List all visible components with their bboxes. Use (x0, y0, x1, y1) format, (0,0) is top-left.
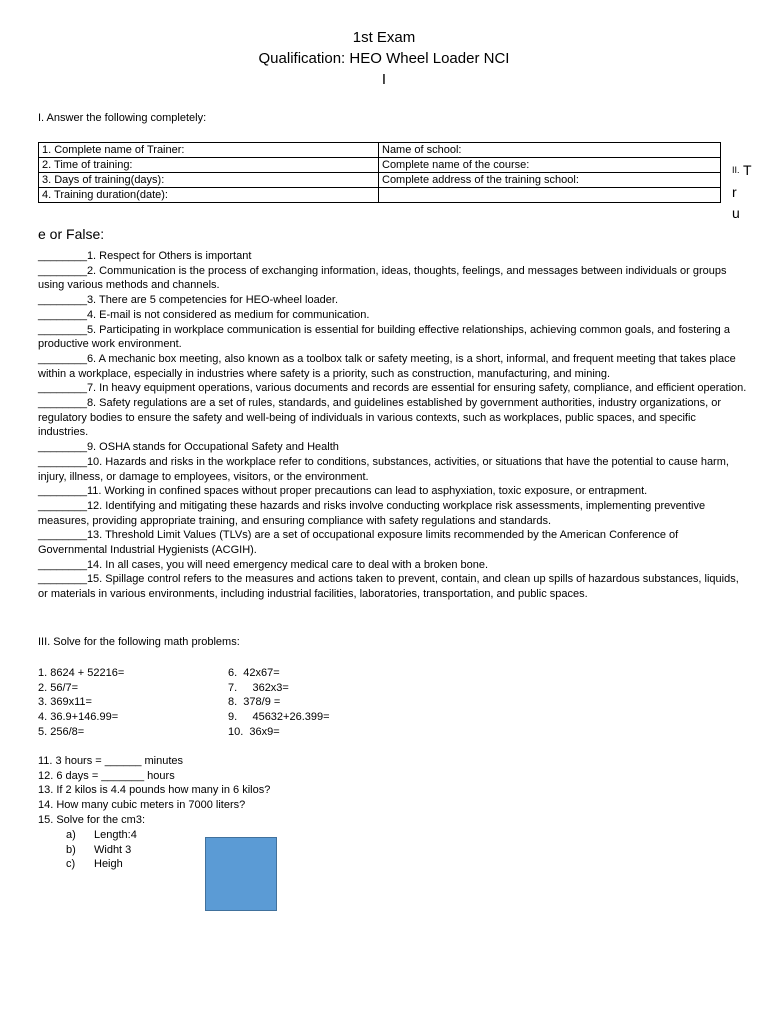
list-item (66, 843, 137, 858)
table-cell: 1. Complete name of Trainer: (39, 143, 379, 158)
math-problem: 7. 362x3= (228, 681, 289, 694)
list-label: b) (66, 843, 76, 856)
list-item: ________6. A mechanic box meeting, also known as a toolbox talk or safety meeting, is a short, informal, and frequent meeting that takes place within a workplace, especially in industries where safety is a priority, such as construction, manufacturing, and mining. (38, 352, 736, 380)
list-item: ________2. Communication is the process of exchanging information, ideas, thoughts, feelings, and messages between individuals or groups using various methods and channels. (38, 264, 727, 292)
list-item: ________9. OSHA stands for Occupational Safety and Health (38, 441, 339, 454)
word-problem: 11. 3 hours = ______ minutes (38, 755, 184, 767)
list-text: Length:4 (94, 829, 137, 841)
section2-number: II. (732, 165, 740, 175)
table-cell: Complete address of the training school: (379, 173, 721, 188)
math-problem: 4. 36.9+146.99= (38, 711, 119, 724)
math-problem: 10. 36x9= (228, 725, 280, 738)
list-item: ________8. Safety regulations are a set of rules, standards, and guidelines established by government authorities, industry organizations, or regulatory bodies to ensure the safety and well-being of individuals in various contexts, such as workplaces, public spaces, and specific industries. (38, 397, 722, 439)
exam-title: 1st Exam (352, 29, 416, 46)
math-column-2 (228, 666, 330, 740)
list-text: Widht 3 (94, 843, 132, 856)
section2-heading: e or False: (38, 226, 105, 242)
table-cell: 2. Time of training: (39, 158, 379, 173)
word-problem: 14. How many cubic meters in 7000 liters? (38, 799, 246, 812)
list-label: c) (66, 858, 76, 871)
math-problem: 1. 8624 + 52216= (38, 667, 125, 679)
true-false-list (38, 249, 748, 602)
list-item (66, 857, 137, 872)
list-item: ________12. Identifying and mitigating these hazards and risks involve conducting workplace risk assessments, implementing preventive measures, providing appropriate training, and ensuring compliance with safety regulations and standards. (38, 499, 706, 527)
math-column-1 (38, 666, 124, 740)
list-item: ________11. Working in confined spaces without proper precautions can lead to asphyxiation, toxic exposure, or entrapment. (38, 485, 648, 498)
blue-square-shape (205, 837, 277, 911)
trainer-info-table (38, 142, 721, 203)
qualification-title-cont: I (381, 71, 387, 88)
math-problem: 6. 42x67= (228, 667, 280, 679)
list-item: ________13. Threshold Limit Values (TLVs) are a set of occupational exposure limits recommended by the American Conference of Governmental Industrial Hygienists (ACGIH). (38, 529, 679, 557)
table-cell: 4. Training duration(date): (39, 188, 379, 203)
list-item (66, 828, 137, 843)
math-problem: 8. 378/9 = (228, 696, 281, 709)
list-item: ________4. E-mail is not considered as medium for communication. (38, 308, 370, 321)
qualification-title: Qualification: HEO Wheel Loader NCI (258, 50, 510, 67)
list-item: ________3. There are 5 competencies for HEO-wheel loader. (38, 294, 339, 307)
list-text: Heigh (94, 858, 123, 871)
list-item: ________14. In all cases, you will need emergency medical care to deal with a broken bone. (38, 558, 489, 571)
word-problem: 13. If 2 kilos is 4.4 pounds how many in 6 kilos? (38, 784, 271, 797)
math-problem: 3. 369x11= (38, 696, 92, 709)
list-label: a) (66, 829, 76, 841)
word-problems (38, 754, 270, 828)
list-item: ________1. Respect for Others is important (38, 250, 252, 262)
section2-heading-letter: u (732, 205, 740, 221)
cube-dimensions-list (66, 828, 137, 872)
table-cell: Name of school: (379, 143, 721, 158)
section2-heading-letter: T (743, 162, 752, 178)
list-item: ________5. Participating in workplace communication is essential for building effective relationships, achieving common goals, and fostering a productive work environment. (38, 323, 730, 351)
table-row (39, 143, 721, 158)
word-problem: 15. Solve for the cm3: (38, 813, 145, 826)
table-row (39, 188, 721, 203)
word-problem: 12. 6 days = _______ hours (38, 769, 175, 782)
list-item: ________15. Spillage control refers to the measures and actions taken to prevent, contain, and clean up spills of hazardous substances, liquids, or materials in various environments, including industrial facilities, laboratories, transportation, and public spaces. (38, 573, 739, 601)
table-cell: Complete name of the course: (379, 158, 721, 173)
math-problem: 9. 45632+26.399= (228, 711, 330, 724)
list-item: ________10. Hazards and risks in the workplace refer to conditions, substances, activities, or situations that have the potential to cause harm, injury, illness, or damage to employees, visitors, or the environment. (38, 455, 729, 483)
table-row (39, 158, 721, 173)
section1-instruction: I. Answer the following completely: (38, 112, 207, 124)
table-row (39, 173, 721, 188)
table-cell (379, 188, 721, 203)
math-problem: 5. 256/8= (38, 725, 85, 738)
section2-heading-letter: r (732, 184, 737, 200)
math-problem: 2. 56/7= (38, 681, 79, 694)
section3-instruction: III. Solve for the following math problems: (38, 636, 240, 648)
table-cell: 3. Days of training(days): (39, 173, 379, 188)
list-item: ________7. In heavy equipment operations, various documents and records are essential for ensuring safety, compliance, and efficient operation. (38, 382, 747, 395)
